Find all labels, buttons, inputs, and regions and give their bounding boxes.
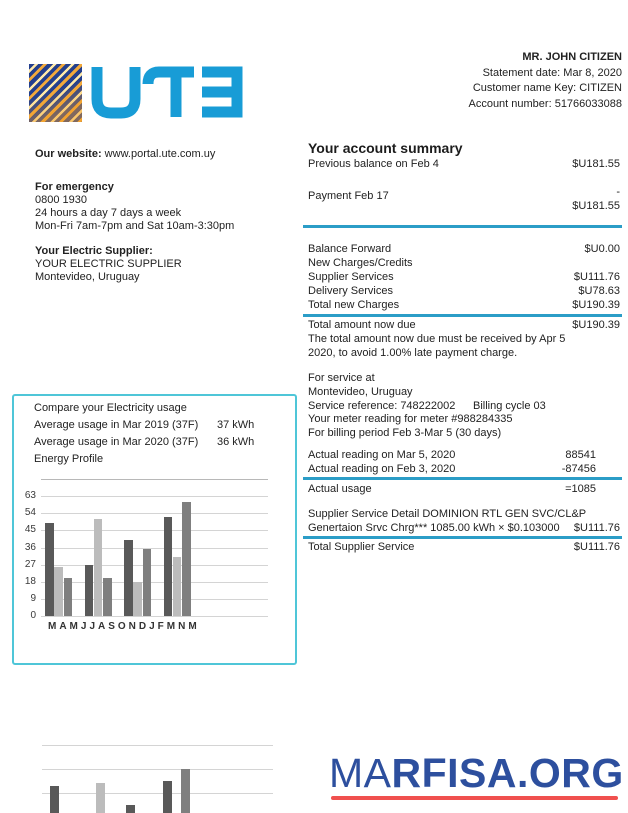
chart-gridline — [41, 616, 268, 617]
emergency-line: Mon-Fri 7am-7pm and Sat 10am-3:30pm — [35, 220, 235, 232]
total-due-row — [308, 319, 622, 333]
supplier-detail-line: Supplier Service Detail DOMINION RTL GEN SVC/CL&P — [308, 508, 587, 520]
charges-row-label: Balance Forward — [308, 243, 392, 255]
energy-bar-cropped — [96, 783, 105, 813]
previous-balance-label: Previous balance on Feb 4 — [308, 158, 439, 170]
energy-bar — [94, 519, 103, 616]
supplier-line: Montevideo, Uruguay — [35, 271, 140, 283]
energy-profile-plot — [41, 479, 268, 616]
supplier-block — [35, 245, 295, 284]
separator-line — [303, 225, 622, 228]
reading-row — [308, 463, 622, 477]
y-axis-tick-label: 9 — [30, 592, 36, 604]
separator-line — [303, 477, 622, 480]
emergency-title: For emergency — [35, 181, 114, 193]
energy-bar-cropped — [181, 769, 190, 813]
charges-list — [308, 243, 622, 313]
website-label: Our website: — [35, 148, 102, 160]
y-axis-tick-label: 18 — [24, 575, 36, 587]
total-due-value: $U190.39 — [572, 319, 620, 331]
energy-bar — [133, 582, 142, 616]
supplier-title: Your Electric Supplier: — [35, 245, 153, 257]
marfisa-logo-prefix: MA — [329, 750, 392, 796]
due-note-line1: The total amount now due must be received by Apr 5 — [308, 333, 566, 345]
chart-gridline — [42, 769, 273, 770]
generation-label: Genertaion Srvc Chrg*** 1085.00 kWh × $0.103000 — [308, 522, 560, 534]
customer-name-key: Customer name Key: CITIZEN — [472, 82, 622, 94]
energy-bar-cropped — [50, 786, 59, 813]
readings-list — [308, 449, 622, 477]
statement-date: Statement date: Mar 8, 2020 — [482, 66, 622, 79]
y-axis — [8, 479, 36, 621]
total-supplier-row — [308, 541, 622, 555]
actual-usage-value: =1085 — [565, 483, 596, 495]
reading-row-value: -87456 — [561, 463, 596, 475]
generation-value: $U111.76 — [573, 522, 620, 534]
energy-bar — [143, 549, 152, 616]
website-url: www.portal.ute.com.uy — [101, 148, 216, 160]
y-axis-tick-label: 36 — [24, 541, 36, 553]
energy-bar — [182, 502, 191, 616]
usage-2020-value: 36 kWh — [217, 436, 255, 448]
marfisa-underline — [331, 796, 618, 800]
reading-row-value: 88541 — [565, 449, 596, 461]
due-note — [308, 333, 622, 361]
service-at-label: For service at — [308, 372, 375, 384]
previous-balance-value: $U181.55 — [572, 158, 620, 170]
chart-gridline — [41, 599, 268, 600]
ute-logo-stripe-square-icon — [29, 64, 82, 122]
billing-cycle: Billing cycle 03 — [473, 400, 546, 412]
emergency-line: 0800 1930 — [35, 194, 87, 206]
reading-row-label: Actual reading on Mar 5, 2020 — [308, 449, 456, 461]
payment-label: Payment Feb 17 — [308, 190, 389, 202]
y-axis-tick-label: 63 — [24, 490, 36, 502]
charges-row-value: $U190.39 — [572, 299, 620, 311]
y-axis-tick-label: 54 — [24, 507, 36, 519]
total-supplier-label: Total Supplier Service — [308, 541, 415, 553]
account-summary-title: Your account summary — [308, 140, 463, 156]
charges-row — [308, 243, 622, 257]
due-note-line2: 2020, to avoid 1.00% late payment charge. — [308, 347, 518, 359]
energy-bar — [45, 523, 54, 616]
charges-row-value: $U111.76 — [573, 271, 620, 283]
energy-bar — [173, 557, 182, 616]
emergency-block — [35, 181, 295, 233]
payment-row — [308, 186, 622, 218]
emergency-lines — [35, 194, 295, 233]
payment-value: $U181.55 — [572, 200, 620, 212]
charges-row-value: $U0.00 — [584, 243, 620, 255]
charges-row — [308, 299, 622, 313]
energy-bar — [103, 578, 112, 616]
service-reference: Service reference: 748222002 — [308, 400, 456, 412]
chart-gridline — [41, 565, 268, 566]
service-city: Montevideo, Uruguay — [308, 386, 413, 398]
account-number: Account number: 51766033088 — [468, 97, 622, 110]
energy-bar — [54, 567, 63, 616]
energy-bar — [164, 517, 173, 616]
customer-block — [308, 50, 622, 112]
chart-gridline — [41, 582, 268, 583]
x-axis-month-letters: MAMJJASONDJFMNM — [48, 621, 200, 632]
chart-gridline — [41, 496, 268, 497]
charges-row-label: Supplier Services — [308, 271, 394, 283]
usage-box-title: Compare your Electricity usage — [34, 402, 187, 414]
charges-row-label: Total new Charges — [308, 299, 400, 311]
previous-balance-row — [308, 158, 622, 172]
energy-bar — [64, 578, 73, 616]
energy-bar — [85, 565, 94, 616]
usage-2019-label: Average usage in Mar 2019 (37F) — [34, 419, 199, 431]
charges-row — [308, 271, 622, 285]
charges-row-label: Delivery Services — [308, 285, 393, 297]
energy-bar-cropped — [126, 805, 135, 813]
charges-row — [308, 285, 622, 299]
usage-2020-label: Average usage in Mar 2020 (37F) — [34, 436, 199, 448]
separator-line — [303, 314, 622, 317]
chart-gridline — [42, 793, 273, 794]
meter-line: Your meter reading for meter #988284335 — [308, 413, 513, 425]
service-reference-line — [308, 400, 622, 414]
marfisa-logo — [329, 752, 624, 794]
charges-row — [308, 257, 622, 271]
usage-2019-value: 37 kWh — [217, 419, 255, 431]
separator-line — [303, 536, 622, 539]
chart-gridline — [42, 745, 273, 746]
chart-gridline — [41, 530, 268, 531]
energy-bar-cropped — [163, 781, 172, 813]
charges-row-label: New Charges/Credits — [308, 257, 413, 269]
customer-name: MR. JOHN CITIZEN — [522, 51, 622, 63]
y-axis-tick-label: 27 — [24, 558, 36, 570]
billing-period: For billing period Feb 3-Mar 5 (30 days) — [308, 427, 502, 439]
reading-row — [308, 449, 622, 463]
chart-gridline — [41, 479, 268, 480]
actual-usage-label: Actual usage — [308, 483, 372, 495]
reading-row-label: Actual reading on Feb 3, 2020 — [308, 463, 456, 475]
payment-minus: - — [616, 186, 620, 198]
total-due-label: Total amount now due — [308, 319, 416, 331]
supplier-line: YOUR ELECTRIC SUPPLIER — [35, 258, 182, 270]
y-axis-tick-label: 0 — [30, 610, 36, 621]
energy-bar — [124, 540, 133, 616]
actual-usage-row — [308, 483, 622, 497]
payment-value-cell — [572, 186, 620, 213]
chart-gridline — [41, 548, 268, 549]
website-line — [35, 148, 295, 161]
ute-logo — [90, 66, 250, 122]
generation-row — [308, 522, 622, 536]
energy-profile-label: Energy Profile — [34, 453, 104, 465]
charges-row-value: $U78.63 — [578, 285, 620, 297]
y-axis-tick-label: 45 — [24, 524, 36, 536]
supplier-lines — [35, 258, 295, 284]
chart-gridline — [41, 513, 268, 514]
emergency-line: 24 hours a day 7 days a week — [35, 207, 182, 219]
total-supplier-value: $U111.76 — [573, 541, 620, 553]
marfisa-logo-rest: RFISA.ORG — [391, 750, 624, 796]
